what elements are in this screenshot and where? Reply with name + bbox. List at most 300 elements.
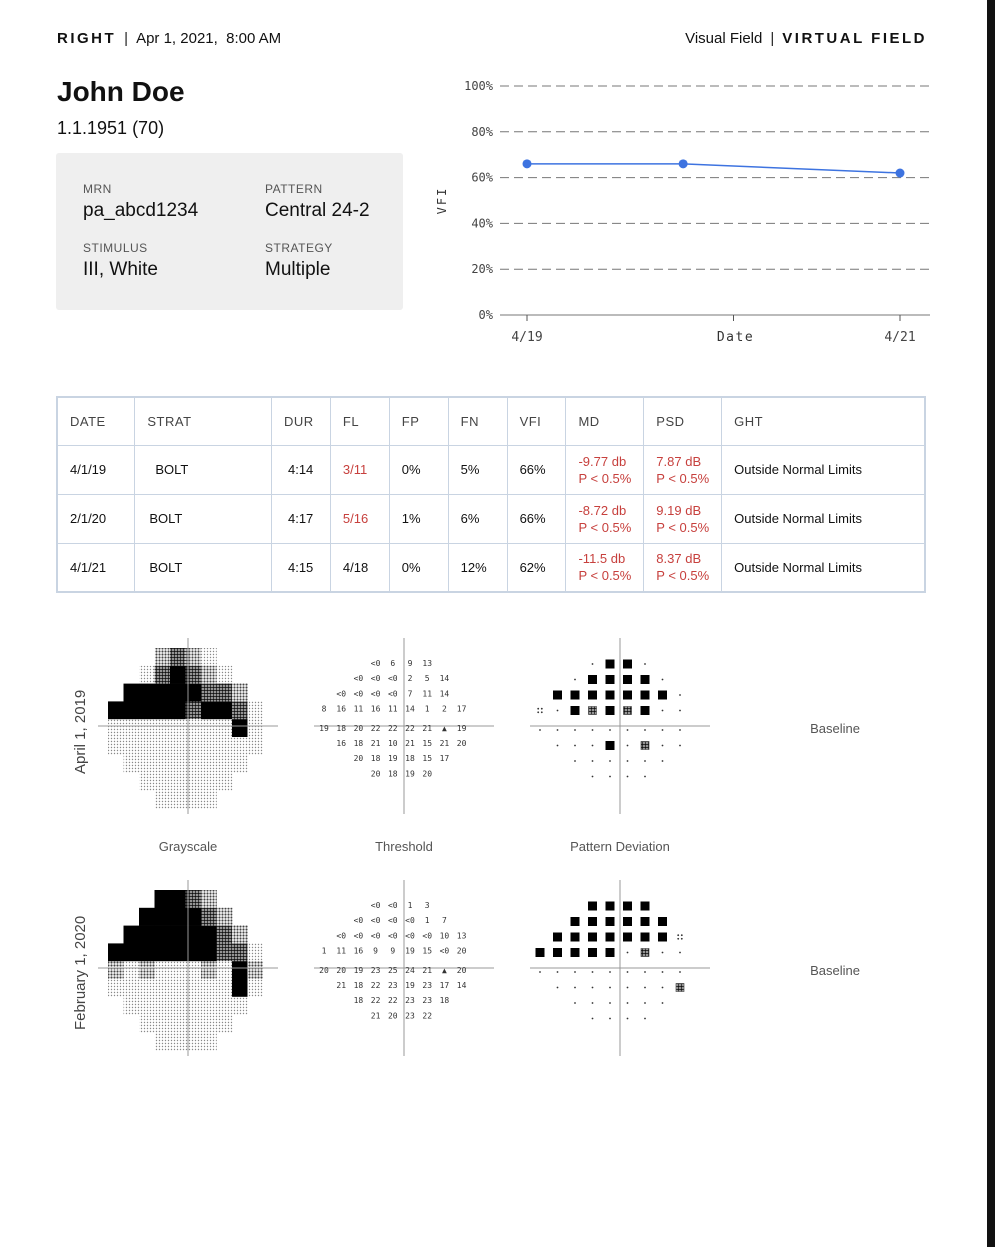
cell-date: 4/1/21: [57, 543, 135, 592]
threshold-value: 23: [405, 996, 415, 1006]
deviation-symbol-moderate: [641, 949, 649, 957]
threshold-value: 14: [405, 704, 415, 714]
threshold-value: 18: [336, 723, 347, 733]
deviation-symbol-normal: [609, 1002, 611, 1004]
deviation-symbol-normal: [609, 760, 611, 762]
grayscale-cell: [124, 979, 140, 997]
deviation-symbol-mild: [677, 934, 679, 936]
cell-md: -11.5 db P < 0.5%: [566, 543, 644, 592]
deviation-symbol-normal: [662, 760, 664, 762]
deviation-symbol-severe: [588, 917, 597, 926]
column-header-fl[interactable]: FL: [330, 397, 389, 445]
grayscale-cell: [232, 997, 248, 1015]
threshold-value: 25: [387, 965, 398, 975]
grayscale-cell: [155, 961, 171, 979]
threshold-value: 17: [456, 704, 467, 714]
threshold-value: 19: [405, 946, 415, 956]
column-header-psd[interactable]: PSD: [644, 397, 722, 445]
vfi-data-point[interactable]: [523, 159, 532, 168]
grayscale-cell: [201, 997, 217, 1015]
patient-name: John Doe: [57, 76, 185, 107]
deviation-symbol-severe: [588, 691, 597, 700]
threshold-value: 20: [319, 965, 329, 975]
grayscale-cell: [217, 701, 233, 719]
deviation-symbol-normal: [539, 729, 541, 731]
cell-ght: Outside Normal Limits: [722, 445, 925, 494]
deviation-symbol-severe: [658, 691, 667, 700]
grayscale-cell: [201, 890, 217, 908]
vfi-series-line: [527, 164, 900, 173]
cell-vfi: 62%: [507, 543, 566, 592]
threshold-value: 22: [387, 723, 398, 733]
deviation-symbol-severe: [641, 675, 650, 684]
grayscale-cell: [217, 719, 233, 737]
column-header-md[interactable]: MD: [566, 397, 644, 445]
deviation-symbol-severe: [606, 902, 615, 911]
grayscale-cell: [124, 701, 140, 719]
deviation-symbol-severe: [553, 691, 562, 700]
deviation-symbol-normal: [557, 729, 559, 731]
threshold-value: 20: [336, 965, 347, 975]
threshold-value: 7: [407, 689, 413, 699]
deviation-symbol-normal: [644, 663, 646, 665]
deviation-symbol-normal: [662, 679, 664, 681]
threshold-value: ▲: [441, 723, 447, 733]
window-edge: [987, 0, 995, 1247]
x-axis-label: Date: [716, 330, 755, 345]
threshold-value: 6: [390, 659, 396, 668]
grayscale-cell: [217, 773, 233, 791]
threshold-value: 20: [353, 723, 364, 733]
exam-date-label: April 1, 2019: [72, 689, 89, 774]
deviation-symbol-normal: [627, 1018, 629, 1020]
column-header-vfi[interactable]: VFI: [507, 397, 566, 445]
patient-dob: 1.1.1951 (70): [57, 118, 165, 138]
grayscale-cell: [170, 890, 186, 908]
eye-label: RIGHT: [57, 30, 117, 47]
threshold-value: 23: [387, 981, 398, 990]
grayscale-cell: [232, 979, 248, 997]
caption-grayscale: Grayscale: [158, 839, 218, 854]
threshold-value: 16: [336, 704, 347, 714]
strategy-value: Multiple: [265, 259, 331, 280]
threshold-value: <0: [387, 674, 398, 684]
threshold-value: 14: [439, 674, 450, 684]
grayscale-cell: [201, 961, 217, 979]
deviation-symbol-normal: [609, 987, 611, 989]
threshold-value: 11: [336, 946, 347, 956]
grayscale-cell: [170, 719, 186, 737]
threshold-value: 23: [405, 1011, 415, 1021]
threshold-value: 20: [456, 739, 467, 748]
grayscale-cell: [248, 737, 264, 755]
grayscale-cell: [248, 719, 264, 737]
grayscale-cell: [155, 773, 171, 791]
table-row[interactable]: [57, 445, 925, 494]
cell-false-positive: 0%: [389, 445, 448, 494]
deviation-symbol-normal: [574, 987, 576, 989]
table-row[interactable]: [57, 494, 925, 543]
grayscale-cell: [170, 773, 186, 791]
grayscale-cell: [170, 961, 186, 979]
grayscale-cell: [170, 684, 186, 702]
grayscale-cell: [155, 926, 171, 944]
deviation-symbol-severe: [606, 691, 615, 700]
grayscale-cell: [139, 908, 155, 926]
threshold-value: 23: [370, 965, 381, 975]
grayscale-cell: [201, 755, 217, 773]
cell-date: 2/1/20: [57, 494, 135, 543]
mrn-value: pa_abcd1234: [83, 200, 199, 221]
deviation-symbol-normal: [662, 710, 664, 712]
threshold-value: 21: [422, 723, 433, 733]
deviation-symbol-normal: [627, 1002, 629, 1004]
results-table-header: [57, 397, 925, 445]
threshold-value: <0: [370, 659, 381, 668]
cell-false-negative: 5%: [448, 445, 507, 494]
vfi-data-point[interactable]: [679, 159, 688, 168]
threshold-value: <0: [405, 916, 415, 926]
deviation-symbol-severe: [553, 933, 562, 942]
threshold-value: <0: [387, 901, 398, 910]
grayscale-cell: [248, 961, 264, 979]
deviation-symbol-normal: [557, 971, 559, 973]
y-tick-label: 0%: [478, 308, 493, 322]
results-table: [56, 396, 926, 593]
deviation-symbol-normal: [592, 663, 594, 665]
deviation-symbol-normal: [679, 745, 681, 747]
deviation-symbol-normal: [644, 1002, 646, 1004]
threshold-value: 18: [353, 739, 364, 748]
vfi-data-point[interactable]: [896, 169, 905, 178]
threshold-value: 20: [387, 1011, 398, 1021]
deviation-symbol-normal: [539, 971, 541, 973]
grayscale-cell: [139, 1015, 155, 1033]
grayscale-cell: [139, 719, 155, 737]
threshold-value: 17: [439, 754, 450, 764]
deviation-symbol-normal: [574, 745, 576, 747]
cell-false-negative: 6%: [448, 494, 507, 543]
threshold-value: 20: [456, 946, 467, 956]
deviation-symbol-severe: [623, 660, 632, 669]
grayscale-cell: [170, 790, 186, 808]
deviation-symbol-normal: [574, 971, 576, 973]
grayscale-cell: [139, 684, 155, 702]
threshold-value: 3: [424, 901, 430, 910]
deviation-symbol-normal: [662, 1002, 664, 1004]
report-header-right: Visual Field | VIRTUAL FIELD: [685, 30, 927, 47]
pattern-deviation-plot: [530, 638, 710, 814]
grayscale-cell: [139, 701, 155, 719]
deviation-symbol-severe: [658, 933, 667, 942]
column-header-fn[interactable]: FN: [448, 397, 507, 445]
deviation-symbol-severe: [641, 691, 650, 700]
threshold-value: 10: [387, 739, 398, 748]
deviation-symbol-normal: [592, 745, 594, 747]
threshold-value: 20: [456, 965, 467, 975]
threshold-value: 18: [439, 996, 450, 1006]
grayscale-cell: [201, 719, 217, 737]
threshold-value: 24: [405, 965, 415, 975]
threshold-value: 20: [370, 769, 381, 779]
column-header-fp[interactable]: FP: [389, 397, 448, 445]
deviation-symbol-normal: [644, 729, 646, 731]
deviation-symbol-normal: [557, 987, 559, 989]
deviation-symbol-normal: [679, 971, 681, 973]
threshold-value: 11: [353, 704, 364, 714]
deviation-symbol-severe: [536, 948, 545, 957]
column-header-dur[interactable]: DUR: [271, 397, 330, 445]
deviation-symbol-normal: [679, 694, 681, 696]
threshold-value: 18: [353, 996, 364, 1006]
grayscale-cell: [139, 773, 155, 791]
threshold-value: <0: [353, 916, 364, 926]
threshold-value: 21: [370, 1011, 381, 1021]
threshold-value: 18: [353, 981, 364, 990]
grayscale-cell: [155, 1032, 171, 1050]
grayscale-cell: [155, 997, 171, 1015]
grayscale-cell: [170, 943, 186, 961]
cell-ght: Outside Normal Limits: [722, 543, 925, 592]
deviation-symbol-severe: [623, 691, 632, 700]
deviation-symbol-mild: [681, 938, 683, 940]
threshold-value: 22: [387, 996, 398, 1006]
cell-strat: BOLT: [135, 445, 272, 494]
grayscale-cell: [201, 773, 217, 791]
pattern-label: PATTERN: [265, 182, 323, 196]
threshold-value: 7: [441, 916, 447, 926]
grayscale-cell: [201, 979, 217, 997]
threshold-value: 20: [353, 754, 364, 764]
cell-false-positive: 0%: [389, 543, 448, 592]
table-row[interactable]: [57, 543, 925, 592]
grayscale-cell: [201, 1015, 217, 1033]
grayscale-cell: [170, 737, 186, 755]
deviation-symbol-normal: [557, 710, 559, 712]
cell-strat: BOLT: [135, 543, 272, 592]
deviation-symbol-normal: [592, 729, 594, 731]
deviation-symbol-severe: [588, 902, 597, 911]
threshold-value: <0: [370, 901, 381, 910]
grayscale-cell: [201, 908, 217, 926]
cell-fixation-loss: 5/16: [330, 494, 389, 543]
deviation-symbol-normal: [592, 1018, 594, 1020]
deviation-symbol-normal: [574, 760, 576, 762]
threshold-plot: [314, 638, 494, 814]
strategy-label: STRATEGY: [265, 241, 333, 255]
caption-pattern-deviation: Pattern Deviation: [570, 839, 670, 854]
deviation-symbol-severe: [606, 933, 615, 942]
threshold-value: 1: [424, 916, 430, 926]
threshold-value: 19: [387, 754, 398, 764]
grayscale-cell: [124, 755, 140, 773]
grayscale-cell: [124, 997, 140, 1015]
threshold-value: 19: [456, 723, 467, 733]
grayscale-cell: [155, 890, 171, 908]
report-header-left: RIGHT | Apr 1, 2021, 8:00 AM: [57, 30, 282, 47]
deviation-symbol-moderate: [624, 707, 632, 715]
cell-duration: 4:15: [271, 543, 330, 592]
threshold-value: 21: [422, 965, 433, 975]
threshold-value: 9: [390, 946, 396, 956]
threshold-value: 16: [370, 704, 381, 714]
grayscale-cell: [201, 1032, 217, 1050]
grayscale-cell: [217, 684, 233, 702]
threshold-value: 15: [422, 754, 433, 764]
grayscale-cell: [124, 926, 140, 944]
threshold-value: ▲: [441, 965, 447, 975]
threshold-value: 11: [387, 704, 398, 714]
deviation-symbol-normal: [679, 952, 681, 954]
deviation-symbol-severe: [641, 902, 650, 911]
grayscale-cell: [155, 666, 171, 684]
cell-strat: BOLT: [135, 494, 272, 543]
grayscale-plot: [98, 638, 278, 814]
grayscale-cell: [217, 908, 233, 926]
grayscale-cell: [217, 755, 233, 773]
grayscale-cell: [155, 790, 171, 808]
threshold-value: <0: [439, 946, 450, 956]
threshold-value: 18: [370, 754, 381, 764]
cell-false-negative: 12%: [448, 543, 507, 592]
threshold-value: 14: [439, 689, 450, 699]
grayscale-cell: [108, 943, 124, 961]
threshold-value: <0: [353, 689, 364, 699]
cell-vfi: 66%: [507, 494, 566, 543]
grayscale-cell: [232, 943, 248, 961]
deviation-symbol-severe: [623, 933, 632, 942]
threshold-value: <0: [387, 916, 398, 926]
deviation-symbol-severe: [641, 917, 650, 926]
deviation-symbol-normal: [644, 971, 646, 973]
deviation-symbol-severe: [606, 706, 615, 715]
threshold-value: <0: [370, 916, 381, 926]
deviation-symbol-normal: [679, 729, 681, 731]
deviation-symbol-normal: [574, 1002, 576, 1004]
grayscale-cell: [217, 1015, 233, 1033]
exam-status: Baseline: [810, 963, 860, 978]
deviation-symbol-normal: [609, 1018, 611, 1020]
deviation-symbol-severe: [641, 706, 650, 715]
deviation-symbol-normal: [644, 1018, 646, 1020]
threshold-value: 15: [422, 946, 433, 956]
deviation-symbol-severe: [658, 917, 667, 926]
cell-false-positive: 1%: [389, 494, 448, 543]
cell-psd: 7.87 dB P < 0.5%: [644, 445, 722, 494]
test-type: Visual Field: [685, 30, 763, 47]
vfi-trend-chart: [430, 70, 940, 360]
deviation-symbol-normal: [627, 952, 629, 954]
deviation-symbol-moderate: [641, 742, 649, 750]
deviation-symbol-mild: [681, 934, 683, 936]
cell-vfi: 66%: [507, 445, 566, 494]
deviation-symbol-normal: [662, 745, 664, 747]
cell-md: -8.72 db P < 0.5%: [566, 494, 644, 543]
y-tick-label: 20%: [471, 262, 493, 277]
grayscale-cell: [170, 648, 186, 666]
grayscale-cell: [217, 961, 233, 979]
grayscale-cell: [170, 666, 186, 684]
grayscale-cell: [155, 737, 171, 755]
cell-fixation-loss: 4/18: [330, 543, 389, 592]
threshold-value: 8: [321, 704, 327, 714]
deviation-symbol-severe: [606, 660, 615, 669]
grayscale-cell: [170, 755, 186, 773]
cell-duration: 4:17: [271, 494, 330, 543]
grayscale-cell: [170, 908, 186, 926]
grayscale-cell: [139, 997, 155, 1015]
grayscale-cell: [217, 926, 233, 944]
pattern-value: Central 24-2: [265, 200, 370, 221]
column-header-date[interactable]: DATE: [57, 397, 135, 445]
deviation-symbol-severe: [571, 691, 580, 700]
deviation-symbol-normal: [574, 679, 576, 681]
grayscale-cell: [139, 926, 155, 944]
threshold-value: <0: [353, 674, 364, 684]
threshold-value: 19: [405, 769, 415, 779]
threshold-value: <0: [405, 931, 415, 941]
threshold-value: 17: [439, 981, 450, 990]
pattern-deviation-plot: [530, 880, 710, 1056]
grayscale-cell: [170, 1032, 186, 1050]
deviation-symbol-normal: [627, 760, 629, 762]
deviation-symbol-normal: [627, 987, 629, 989]
deviation-symbol-normal: [662, 952, 664, 954]
deviation-symbol-severe: [623, 902, 632, 911]
deviation-symbol-severe: [571, 917, 580, 926]
deviation-symbol-severe: [553, 948, 562, 957]
grayscale-cell: [155, 719, 171, 737]
cell-psd: 9.19 dB P < 0.5%: [644, 494, 722, 543]
threshold-value: 21: [336, 981, 347, 990]
grayscale-cell: [139, 666, 155, 684]
grayscale-cell: [139, 737, 155, 755]
grayscale-cell: [232, 701, 248, 719]
grayscale-cell: [124, 719, 140, 737]
exam-datetime: Apr 1, 2021, 8:00 AM: [136, 30, 282, 47]
grayscale-cell: [170, 926, 186, 944]
grayscale-cell: [155, 701, 171, 719]
threshold-value: 21: [370, 739, 381, 748]
threshold-value: 1: [424, 704, 430, 714]
grayscale-cell: [248, 943, 264, 961]
deviation-symbol-normal: [627, 745, 629, 747]
grayscale-cell: [155, 979, 171, 997]
deviation-symbol-mild: [537, 708, 539, 710]
x-tick-label: 4/21: [884, 330, 916, 345]
threshold-value: <0: [387, 931, 398, 941]
grayscale-cell: [217, 979, 233, 997]
caption-threshold: Threshold: [375, 839, 433, 854]
column-header-strat[interactable]: STRAT: [135, 397, 272, 445]
grayscale-cell: [170, 701, 186, 719]
grayscale-cell: [155, 648, 171, 666]
grayscale-cell: [201, 943, 217, 961]
grayscale-cell: [201, 684, 217, 702]
column-header-ght[interactable]: GHT: [722, 397, 925, 445]
grayscale-cell: [248, 701, 264, 719]
y-axis-label: VFI: [435, 186, 449, 215]
threshold-value: 19: [405, 981, 415, 990]
threshold-value: 23: [422, 981, 433, 990]
deviation-symbol-normal: [592, 760, 594, 762]
grayscale-cell: [108, 961, 124, 979]
deviation-symbol-severe: [623, 675, 632, 684]
threshold-value: <0: [370, 931, 381, 941]
threshold-value: 22: [405, 723, 415, 733]
threshold-value: <0: [370, 689, 381, 699]
mrn-label: MRN: [83, 182, 112, 196]
